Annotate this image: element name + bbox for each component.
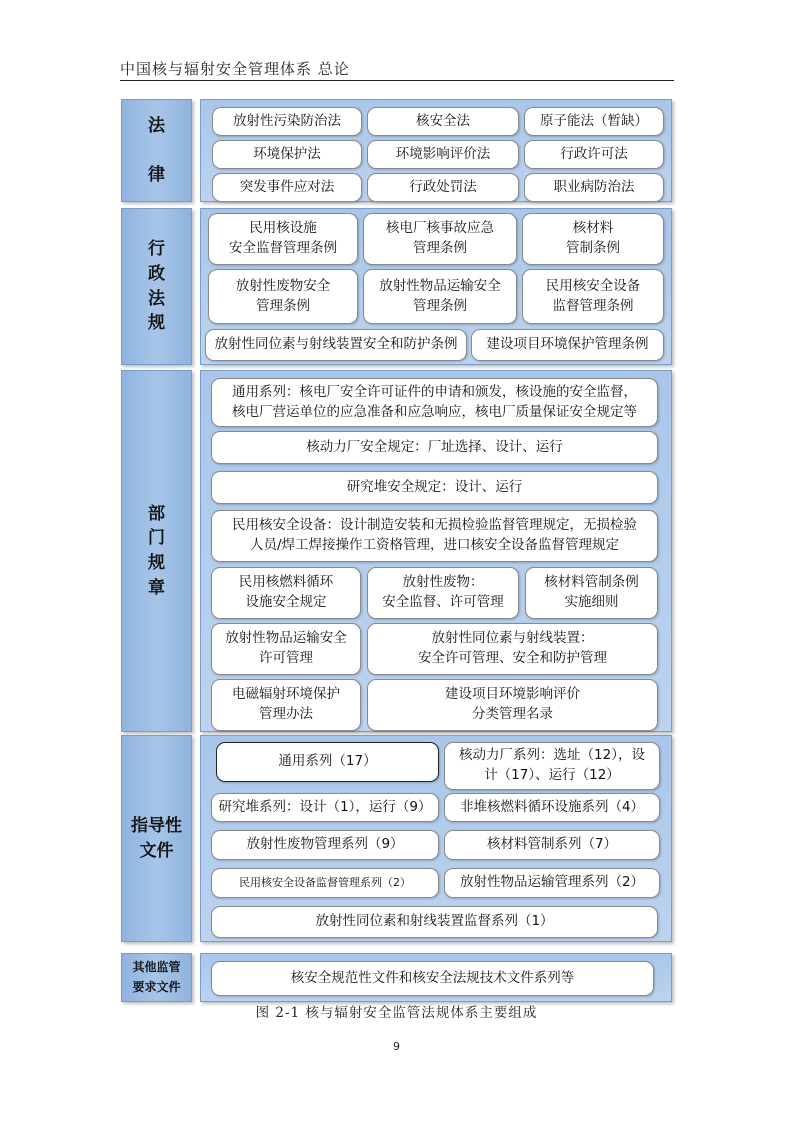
panel-other [200,953,672,1002]
panel-law [200,99,672,202]
law-item: 行政处罚法 [367,173,519,202]
guides-item: 放射性废物管理系列（9） [211,830,439,860]
category-other-label: 其他监管 要求文件 [132,960,181,994]
guides-item: 非堆核燃料循环设施系列（4） [444,793,660,822]
guides-item: 民用核安全设备监督管理系列（2） [211,868,439,898]
header-divider [120,80,674,81]
rules-item: 放射性废物： 安全监督、许可管理 [367,567,519,619]
regulation-item: 放射性同位素与射线装置安全和防护条例 [205,329,467,361]
law-item: 原子能法（暂缺） [524,107,664,136]
guides-item: 通用系列（17） [216,742,439,782]
law-item: 环境影响评价法 [367,140,519,169]
guides-item: 研究堆系列：设计（1），运行（9） [211,793,439,822]
category-law [121,99,192,202]
guides-item: 核动力厂系列：选址（12），设 计（17）、运行（12） [444,742,660,790]
category-regulation [121,208,192,365]
rules-item: 民用核燃料循环 设施安全规定 [211,567,361,619]
category-guides [121,735,192,942]
guides-item: 放射性同位素和射线装置监督系列（1） [211,906,658,938]
category-other [121,953,192,1002]
figure-caption: 图 2-1 核与辐射安全监管法规体系主要组成 [255,1005,538,1021]
panel-regulation [200,208,672,365]
category-guides-label: 指导性 文件 [131,815,182,861]
law-item: 放射性污染防治法 [212,107,362,136]
regulation-item: 核材料 管制条例 [522,213,664,265]
rules-item: 建设项目环境影响评价 分类管理名录 [367,679,658,731]
rules-item: 研究堆安全规定：设计、运行 [211,471,658,504]
panel-guides [200,735,672,942]
guides-item: 放射性物品运输管理系列（2） [444,868,660,898]
rules-item: 放射性同位素与射线装置： 安全许可管理、安全和防护管理 [367,623,658,675]
law-item: 职业病防治法 [524,173,664,202]
regulation-item: 放射性废物安全 管理条例 [208,269,358,324]
rules-item: 放射性物品运输安全 许可管理 [211,623,361,675]
regulation-item: 民用核安全设备 监督管理条例 [522,269,664,324]
page-number: 9 [393,1040,400,1053]
regulation-item: 建设项目环境保护管理条例 [471,329,664,361]
guides-item: 核材料管制系列（7） [444,830,660,860]
category-regulation-label: 行 政 法 规 [148,239,165,334]
rules-item: 民用核安全设备：设计制造安装和无损检验监督管理规定，无损检验 人员/焊工焊接操作工资格管理，进口核安全设备监督管理规定 [211,510,658,562]
header-title: 中国核与辐射安全管理体系 总论 [120,60,350,78]
other-item: 核安全规范性文件和核安全法规技术文件系列等 [211,961,654,996]
law-item: 突发事件应对法 [212,173,362,202]
rules-item: 核动力厂安全规定：厂址选择、设计、运行 [211,431,658,464]
rules-item: 电磁辐射环境保护 管理办法 [211,679,361,731]
law-item: 核安全法 [367,107,519,136]
rules-item: 核材料管制条例 实施细则 [525,567,658,619]
law-item: 环境保护法 [212,140,362,169]
regulation-item: 民用核设施 安全监督管理条例 [208,213,358,265]
regulation-item: 放射性物品运输安全 管理条例 [363,269,517,324]
panel-rules [200,370,672,732]
law-item: 行政许可法 [524,140,664,169]
regulation-item: 核电厂核事故应急 管理条例 [363,213,517,265]
category-rules [121,370,192,732]
rules-item: 通用系列：核电厂安全许可证件的申请和颁发，核设施的安全监督， 核电厂营运单位的应急准备和应急响应，核电厂质量保证安全规定等 [211,378,658,427]
category-rules-label: 部 门 规 章 [148,503,165,598]
category-law-label: 法 律 [148,115,165,185]
